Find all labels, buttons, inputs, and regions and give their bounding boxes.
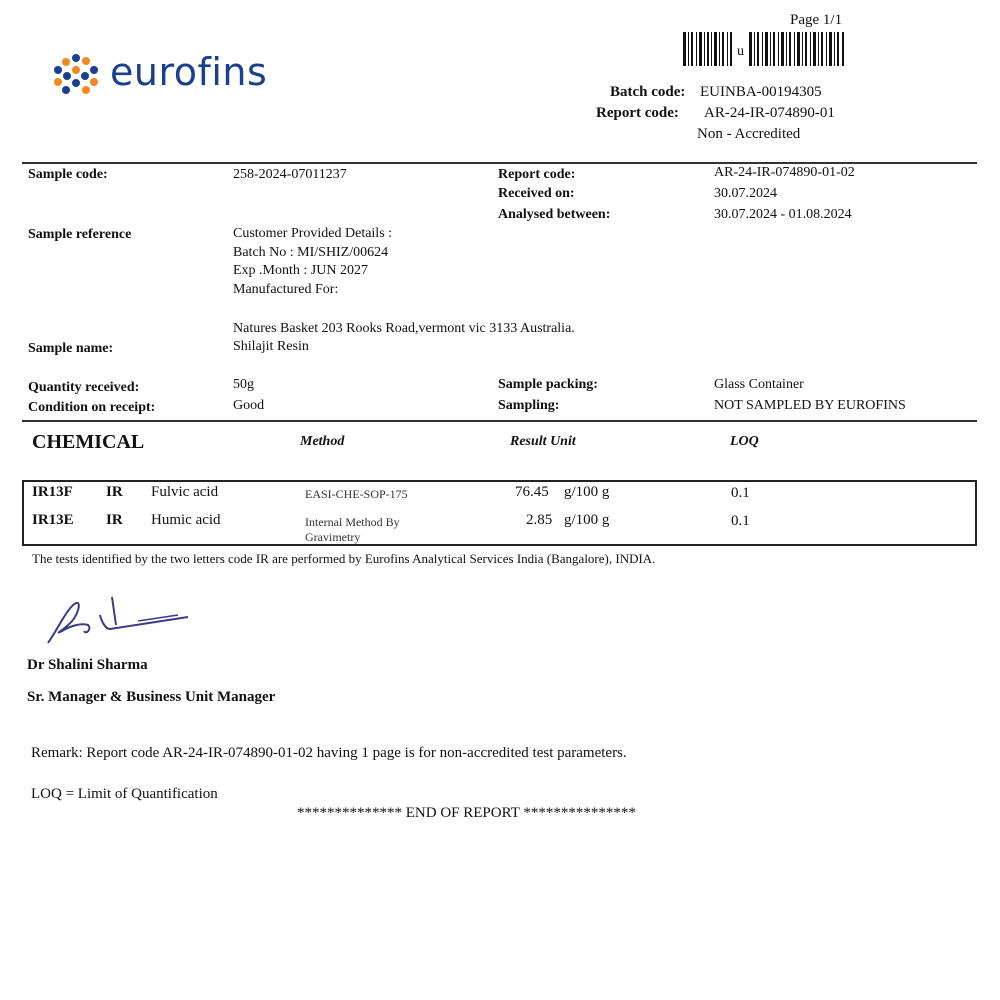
analysed-between-label: Analysed between:: [498, 207, 611, 222]
condition-label: Condition on receipt:: [28, 400, 156, 415]
logo-wordmark: eurofins: [110, 50, 268, 94]
header-report-code-value: AR-24-IR-074890-01: [704, 105, 835, 121]
test-code: IR13F: [32, 484, 73, 500]
barcode-icon: [683, 32, 845, 68]
lab-code: IR: [106, 484, 123, 500]
quantity-received-label: Quantity received:: [28, 380, 140, 395]
batch-code-label: Batch code:: [610, 84, 686, 100]
report-code-value: AR-24-IR-074890-01-02: [714, 165, 855, 180]
signatory-name: Dr Shalini Sharma: [27, 657, 148, 673]
result-unit: g/100 g: [564, 484, 610, 500]
method-text-continued: Gravimetry: [305, 530, 361, 544]
quantity-received-value: 50g: [233, 377, 254, 392]
sample-packing-label: Sample packing:: [498, 377, 598, 392]
accreditation-status: Non - Accredited: [697, 126, 801, 142]
reference-line: Customer Provided Details :: [233, 226, 393, 241]
barcode-caption: u: [737, 44, 744, 59]
signatory-title: Sr. Manager & Business Unit Manager: [27, 689, 276, 705]
parameter-name: Fulvic acid: [151, 484, 219, 500]
sample-name-label: Sample name:: [28, 341, 114, 356]
parameter-name: Humic acid: [151, 512, 221, 528]
sampling-value: NOT SAMPLED BY EUROFINS: [714, 398, 906, 413]
result-value: 76.45: [515, 484, 549, 500]
reference-line: Natures Basket 203 Rooks Road,vermont vic 3133 Australia.: [233, 321, 575, 336]
section-title: CHEMICAL: [32, 431, 145, 453]
sample-reference-label: Sample reference: [28, 227, 132, 242]
page-number: Page 1/1: [790, 12, 843, 28]
remark-text: Remark: Report code AR-24-IR-074890-01-02 having 1 page is for non-accredited test parameters.: [31, 745, 627, 761]
result-value: 2.85: [526, 512, 553, 528]
reference-line: Exp .Month : JUN 2027: [233, 263, 368, 278]
sample-name-value: Shilajit Resin: [233, 339, 309, 354]
reference-line: Batch No : MI/SHIZ/00624: [233, 245, 389, 260]
received-on-label: Received on:: [498, 186, 575, 201]
sample-packing-value: Glass Container: [714, 377, 804, 392]
method-text: Internal Method By: [305, 515, 400, 529]
sample-code-label: Sample code:: [28, 167, 108, 182]
report-code-label: Report code:: [498, 167, 576, 182]
column-header-loq: LOQ: [730, 434, 759, 449]
eurofins-logo-icon: [50, 52, 102, 96]
header-divider: [22, 162, 977, 164]
signature-icon: [38, 595, 198, 655]
section-divider: [22, 420, 977, 422]
result-unit: g/100 g: [564, 512, 610, 528]
sampling-label: Sampling:: [498, 398, 560, 413]
analysed-between-value: 30.07.2024 - 01.08.2024: [714, 207, 852, 222]
sample-code-value: 258-2024-07011237: [233, 167, 347, 182]
method-text: EASI-CHE-SOP-175: [305, 487, 408, 501]
table-footnote: The tests identified by the two letters code IR are performed by Eurofins Analytical Services India (Bangalore), INDIA.: [32, 551, 656, 566]
received-on-value: 30.07.2024: [714, 186, 777, 201]
loq-definition: LOQ = Limit of Quantification: [31, 786, 218, 802]
condition-value: Good: [233, 398, 265, 413]
reference-line: Manufactured For:: [233, 282, 339, 297]
loq-value: 0.1: [731, 513, 750, 529]
lab-code: IR: [106, 512, 123, 528]
batch-code-value: EUINBA-00194305: [700, 84, 822, 100]
end-of-report: ************** END OF REPORT ***************: [297, 805, 636, 821]
loq-value: 0.1: [731, 485, 750, 501]
eurofins-logo: [50, 50, 310, 100]
header-report-code-label: Report code:: [596, 105, 679, 121]
test-code: IR13E: [32, 512, 74, 528]
column-header-result-unit: Result Unit: [510, 434, 576, 449]
column-header-method: Method: [300, 434, 345, 449]
